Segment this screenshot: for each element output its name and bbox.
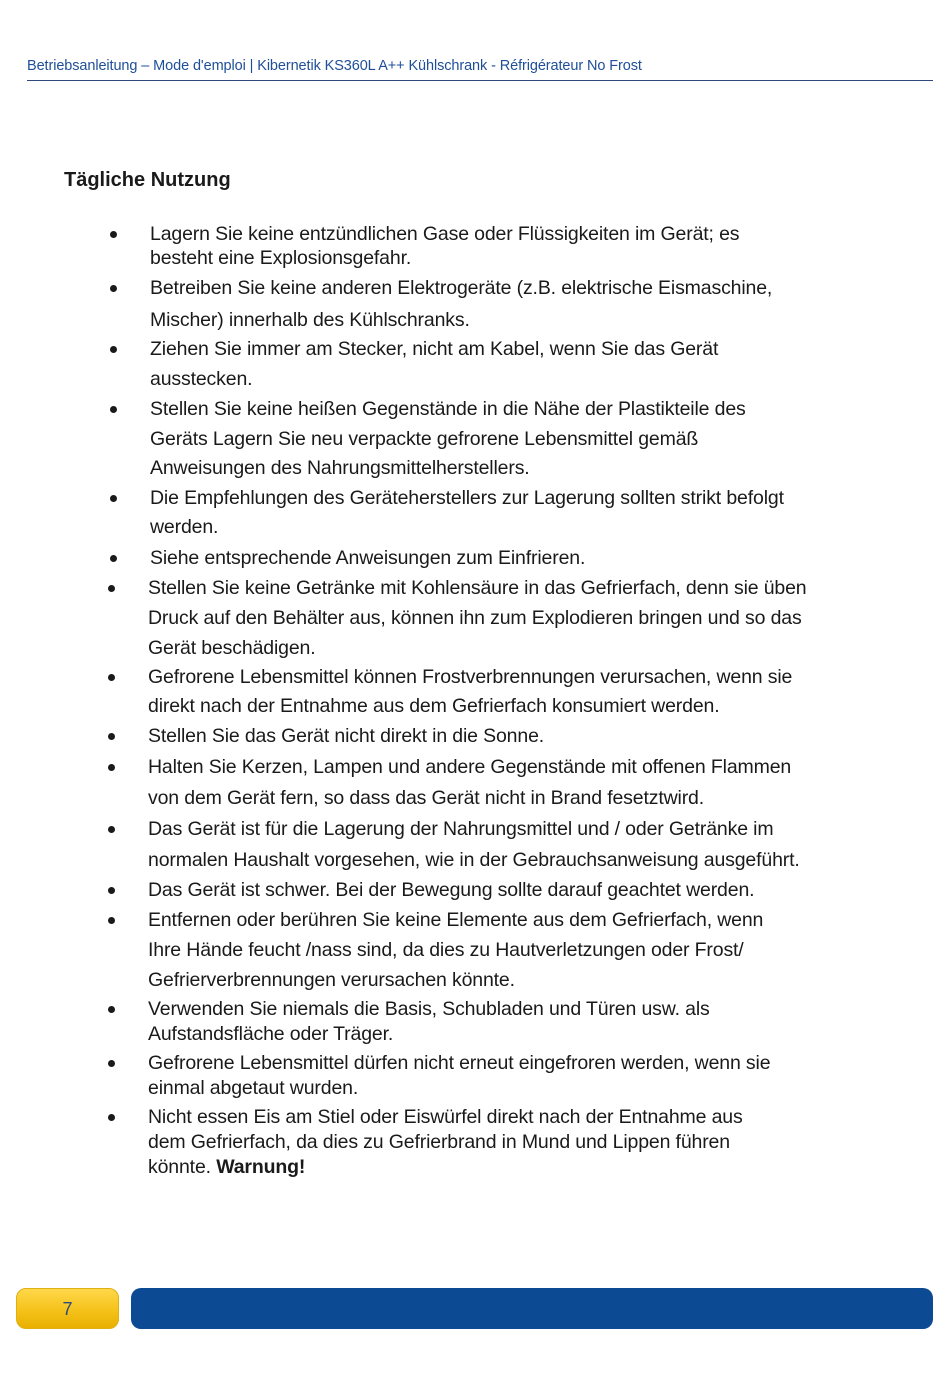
page-header xyxy=(27,57,933,81)
list-item-text: Lagern Sie keine entzündlichen Gase oder Flüssigkeiten im Gerät; es xyxy=(150,223,740,245)
list-item-text: Das Gerät ist schwer. Bei der Bewegung sollte darauf geachtet werden. xyxy=(148,879,755,901)
bullet-icon xyxy=(108,997,120,1021)
list-item-text: Nicht essen Eis am Stiel oder Eiswürfel direkt nach der Entnahme aus xyxy=(148,1106,743,1128)
list-item-text: Entfernen oder berühren Sie keine Elemente aus dem Gefrierfach, wenn xyxy=(148,909,764,931)
list-item-text: Das Gerät ist für die Lagerung der Nahrungsmittel und / oder Getränke im xyxy=(148,818,774,840)
bullet-icon xyxy=(108,878,120,902)
list-item-text: Ihre Hände feucht /nass sind, da dies zu Hautverletzungen oder Frost/ xyxy=(148,939,744,961)
page-number: 7 xyxy=(62,1299,73,1319)
list-item-text: Gerät beschädigen. xyxy=(148,637,316,659)
bullet-icon xyxy=(108,755,120,779)
list-item-text: einmal abgetaut wurden. xyxy=(148,1077,359,1099)
list-item-text: könnte. Warnung! xyxy=(148,1156,306,1178)
list-item-text: dem Gefrierfach, da dies zu Gefrierbrand in Mund und Lippen führen xyxy=(148,1131,730,1153)
list-item-text: Mischer) innerhalb des Kühlschranks. xyxy=(150,309,470,331)
list-item-text: besteht eine Explosionsgefahr. xyxy=(150,247,412,269)
list-item-text: Stellen Sie keine heißen Gegenstände in die Nähe der Plastikteile des xyxy=(150,398,746,420)
bullet-icon xyxy=(110,486,122,510)
list-item-text: werden. xyxy=(150,516,219,538)
list-item-text: von dem Gerät fern, so dass das Gerät nicht in Brand fesetztwird. xyxy=(148,787,705,809)
page-number-badge xyxy=(16,1288,119,1329)
list-item-text: ausstecken. xyxy=(150,368,253,390)
list-item-text: Stellen Sie keine Getränke mit Kohlensäure in das Gefrierfach, denn sie üben xyxy=(148,577,807,599)
list-item-text: Gefrorene Lebensmittel dürfen nicht erneut eingefroren werden, wenn sie xyxy=(148,1052,771,1074)
list-item-text: normalen Haushalt vorgesehen, wie in der Gebrauchsanweisung ausgeführt. xyxy=(148,849,800,871)
list-item-text: direkt nach der Entnahme aus dem Gefrierfach konsumiert werden. xyxy=(148,695,720,717)
list-item-text: Siehe entsprechende Anweisungen zum Einfrieren. xyxy=(150,547,586,569)
bullet-icon xyxy=(108,1051,120,1075)
bullet-icon xyxy=(110,546,122,570)
bullet-icon xyxy=(110,397,122,421)
list-item-text: Gefrierverbrennungen verursachen könnte. xyxy=(148,969,515,991)
section-title: Tägliche Nutzung xyxy=(64,169,231,191)
list-item-text: Geräts Lagern Sie neu verpackte gefrorene Lebensmittel gemäß xyxy=(150,428,699,450)
list-item-text: Verwenden Sie niemals die Basis, Schubladen und Türen usw. als xyxy=(148,998,710,1020)
bullet-icon xyxy=(108,576,120,600)
header-title: Betriebsanleitung – Mode d'emploi | Kibernetik KS360L A++ Kühlschrank - Réfrigérateur No Frost xyxy=(27,58,642,74)
bullet-icon xyxy=(108,908,120,932)
list-item-text: Gefrorene Lebensmittel können Frostverbrennungen verursachen, wenn sie xyxy=(148,666,793,688)
warning-label: Warnung! xyxy=(210,1156,306,1178)
bullet-icon xyxy=(110,222,122,246)
list-item-text: Aufstandsfläche oder Träger. xyxy=(148,1023,394,1045)
bullet-icon xyxy=(108,1105,120,1129)
bullet-icon xyxy=(110,337,122,361)
bullet-icon xyxy=(110,276,122,300)
list-item-text: Druck auf den Behälter aus, können ihn zum Explodieren bringen und so das xyxy=(148,607,802,629)
list-item-text: Ziehen Sie immer am Stecker, nicht am Kabel, wenn Sie das Gerät xyxy=(150,338,719,360)
list-item-text: Die Empfehlungen des Geräteherstellers zur Lagerung sollten strikt befolgt xyxy=(150,487,784,509)
list-item-text: Halten Sie Kerzen, Lampen und andere Gegenstände mit offenen Flammen xyxy=(148,756,792,778)
footer-bar xyxy=(131,1288,933,1329)
bullet-icon xyxy=(108,724,120,748)
list-item-text: Betreiben Sie keine anderen Elektrogeräte (z.B. elektrische Eismaschine, xyxy=(150,277,773,299)
bullet-icon xyxy=(108,665,120,689)
list-item-text: Stellen Sie das Gerät nicht direkt in die Sonne. xyxy=(148,725,545,747)
list-item-text: Anweisungen des Nahrungsmittelherstellers. xyxy=(150,457,530,479)
bullet-icon xyxy=(108,817,120,841)
